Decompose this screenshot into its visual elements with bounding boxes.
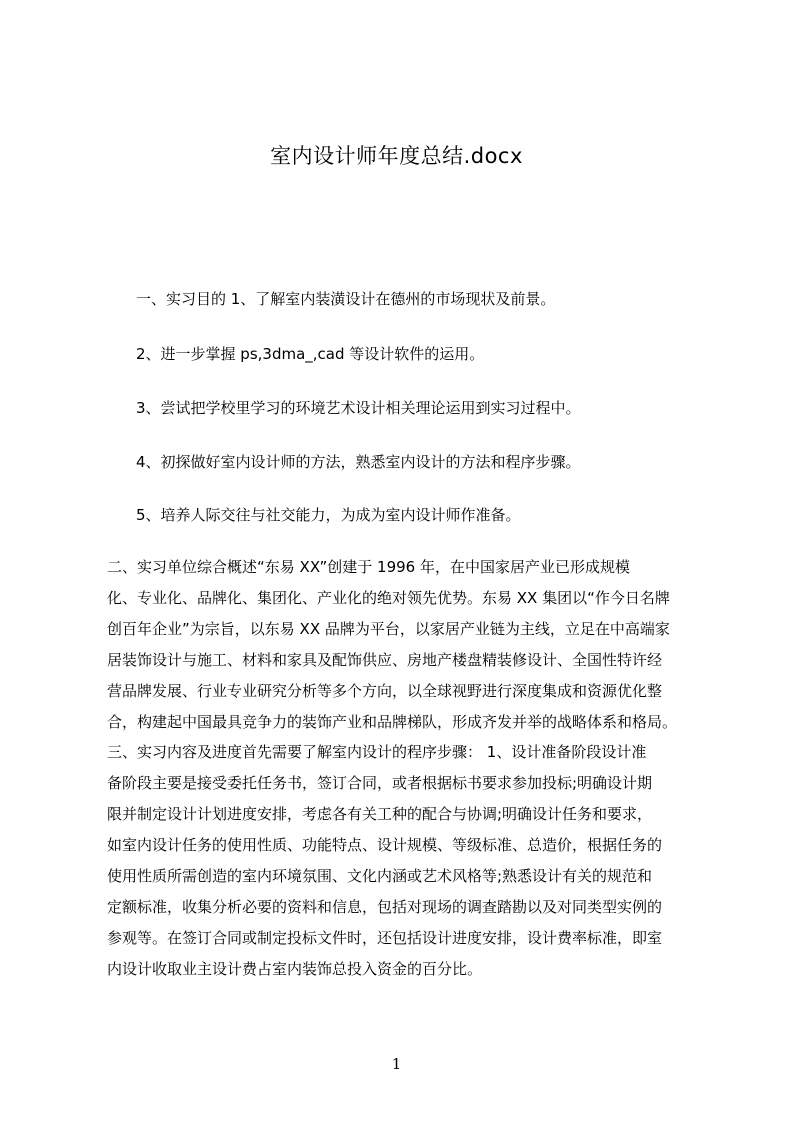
paragraph-line: 创百年企业”为宗旨，以东易 XX 品牌为平台，以家居产业链为主线，立足在中高端家	[107, 620, 670, 638]
paragraph-line: 使用性质所需创造的室内环境氛围、文化内涵或艺术风格等;熟悉设计有关的规范和	[107, 867, 653, 885]
paragraph-line: 三、实习内容及进度首先需要了解室内设计的程序步骤： 1、设计准备阶段设计准	[107, 743, 647, 761]
paragraph-line: 限并制定设计计划进度安排，考虑各有关工种的配合与协调;明确设计任务和要求，	[107, 805, 653, 823]
section-internship-content	[107, 737, 697, 985]
paragraph-line: 如室内设计任务的使用性质、功能特点、设计规模、等级标准、总造价，根据任务的	[107, 836, 663, 854]
objective-item-1: 一、实习目的 1、了解室内装潢设计在德州的市场现状及前景。	[136, 290, 556, 308]
paragraph-line: 合，构建起中国最具竞争力的装饰产业和品牌梯队，形成齐发并举的战略体系和格局。	[107, 713, 678, 731]
paragraph-line: 内设计收取业主设计费占室内装饰总投入资金的百分比。	[107, 960, 483, 978]
paragraph-line: 化、专业化、品牌化、集团化、产业化的绝对领先优势。东易 XX 集团以“作今日名牌	[107, 589, 670, 607]
objective-item-5: 5、培养人际交往与社交能力，为成为室内设计师作准备。	[136, 506, 521, 524]
paragraph-line: 参观等。在签订合同或制定投标文件时，还包括设计进度安排，设计费率标准，即室	[107, 929, 663, 947]
paragraph-line: 备阶段主要是接受委托任务书，签订合同，或者根据标书要求参加投标;明确设计期	[107, 774, 653, 792]
paragraph-line: 居装饰设计与施工、材料和家具及配饰供应、房地产楼盘精装修设计、全国性特许经	[107, 651, 663, 669]
paragraph-line: 定额标准，收集分析必要的资料和信息，包括对现场的调查踏勘以及对同类型实例的	[107, 898, 663, 916]
document-title: 室内设计师年度总结.docx	[270, 144, 523, 168]
paragraph-line: 营品牌发展、行业专业研究分析等多个方向，以全球视野进行深度集成和资源优化整	[107, 682, 663, 700]
page-number: 1	[391, 1055, 402, 1073]
objective-item-2: 2、进一步掌握 ps,3dma_,cad 等设计软件的运用。	[136, 345, 485, 363]
objective-item-4: 4、初探做好室内设计师的方法，熟悉室内设计的方法和程序步骤。	[136, 453, 581, 471]
paragraph-line: 二、实习单位综合概述“东易 XX”创建于 1996 年，在中国家居产业已形成规模	[107, 558, 630, 576]
section-company-overview	[107, 552, 697, 738]
objective-item-3: 3、尝试把学校里学习的环境艺术设计相关理论运用到实习过程中。	[136, 399, 581, 417]
